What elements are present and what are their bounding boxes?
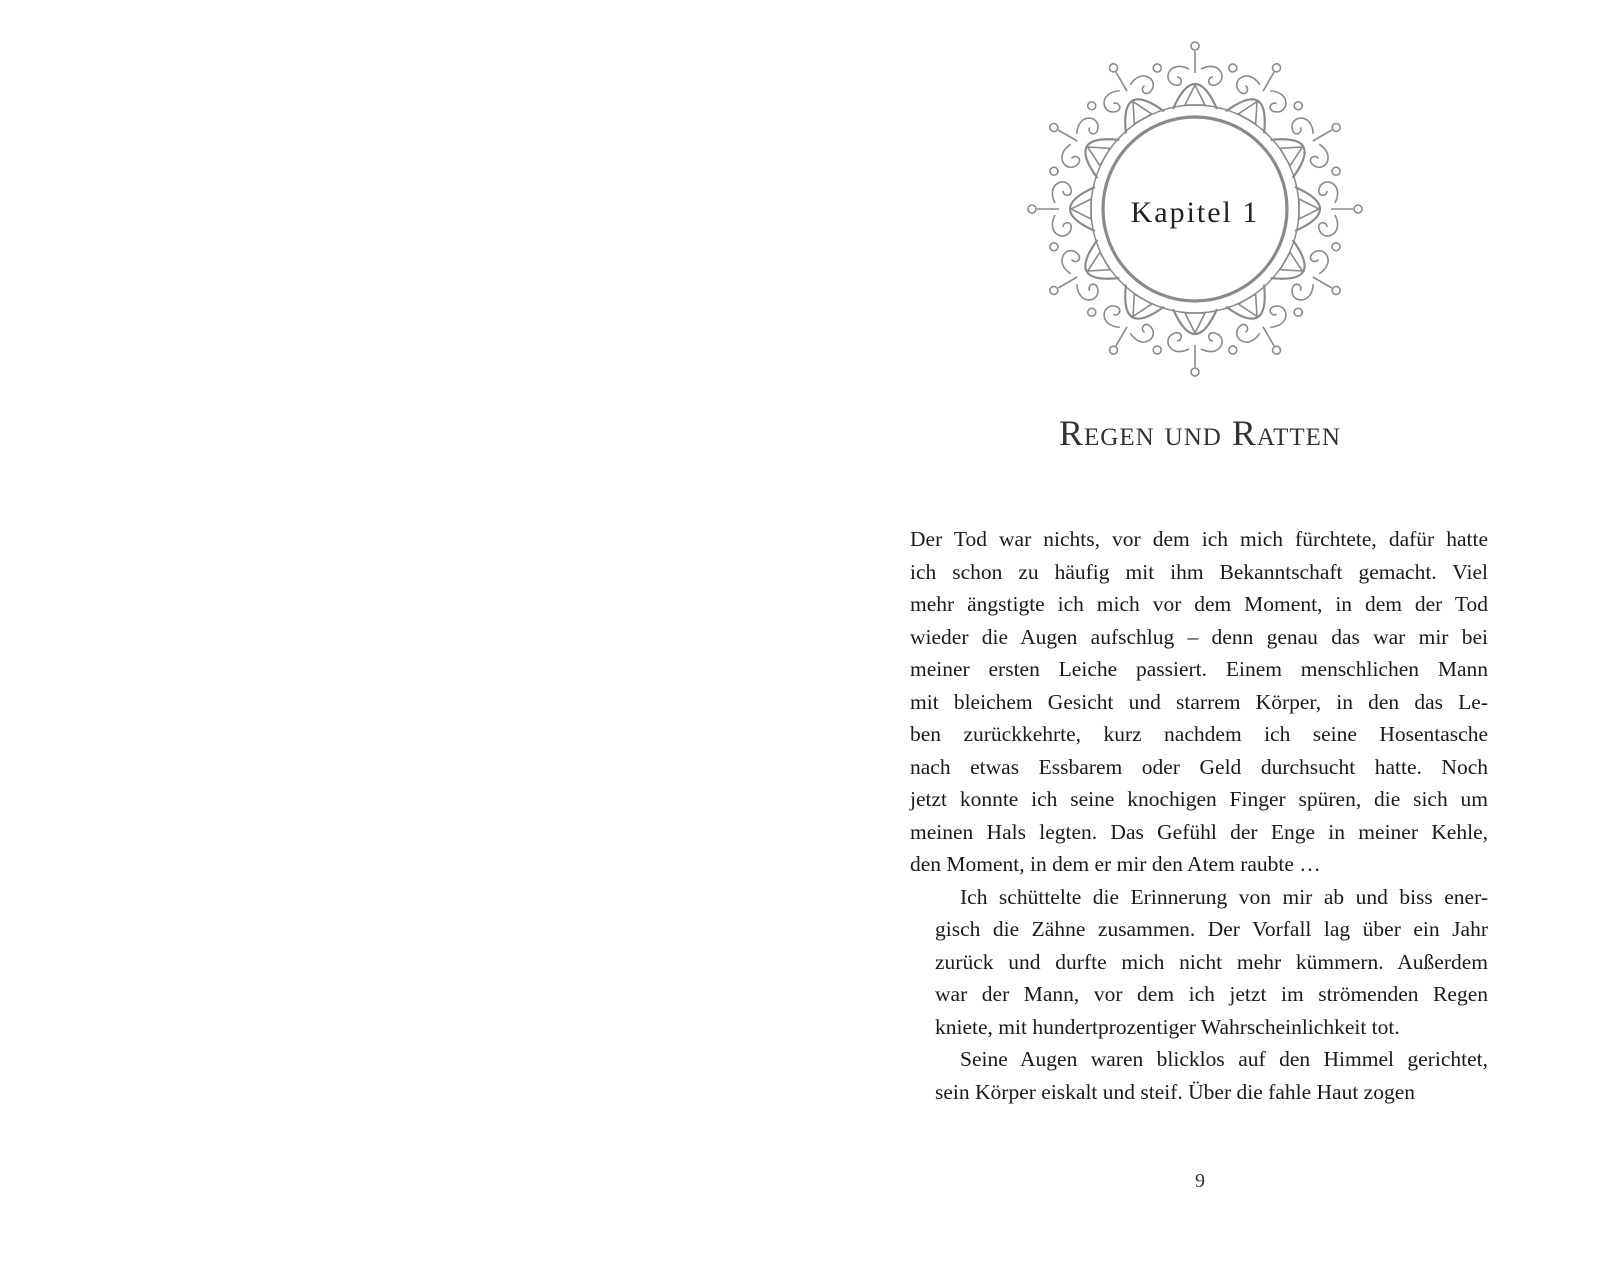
text-line: mehr ängstigte ich mich vor dem Moment, in dem der Tod — [910, 592, 1488, 616]
text-line: nach etwas Essbarem oder Geld durchsucht hatte. Noch — [910, 754, 1488, 779]
chapter-label: Kapitel 1 — [1130, 196, 1260, 229]
text-line: meiner ersten Leiche passiert. Einem menschlichen Mann — [910, 657, 1488, 681]
text-line: mit bleichem Gesicht und starrem Körper, in den das Le- — [910, 689, 1488, 714]
text-line: kniete, mit hundertprozentiger Wahrscheinlichkeit tot. — [935, 1014, 1400, 1039]
text-line: ich schon zu häufig mit ihm Bekanntschaft gemacht. Viel — [910, 559, 1488, 584]
paragraph — [910, 523, 1488, 881]
text-line: war der Mann, vor dem ich jetzt im strömenden Regen — [935, 982, 1488, 1006]
text-line: den Moment, in dem er mir den Atem raubte … — [910, 852, 1321, 876]
text-line: ben zurückkehrte, kurz nachdem ich seine Hosentasche — [910, 722, 1488, 746]
text-line: Ich schüttelte die Erinnerung von mir ab und biss ener- — [960, 884, 1488, 909]
text-line: sein Körper eiskalt und steif. Über die fahle Haut zogen — [935, 1079, 1416, 1104]
page-number: 9 — [1195, 1170, 1205, 1192]
text-line: zurück und durfte mich nicht mehr kümmern. Außerdem — [935, 949, 1488, 974]
text-line: wieder die Augen aufschlug – denn genau das war mir bei — [910, 624, 1488, 649]
chapter-title: Regen und Ratten — [1059, 413, 1341, 453]
text-line: meinen Hals legten. Das Gefühl der Enge in meiner Kehle, — [910, 819, 1488, 844]
text-line: jetzt konnte ich seine knochigen Finger spüren, die sich um — [910, 787, 1488, 811]
text-line: Der Tod war nichts, vor dem ich mich fürchtete, dafür hatte — [910, 527, 1488, 551]
paragraph — [910, 1043, 1488, 1108]
text-line: Seine Augen waren blicklos auf den Himmel gerichtet, — [960, 1047, 1488, 1071]
body-text — [910, 523, 1488, 1108]
paragraph — [910, 881, 1488, 1044]
text-line: gisch die Zähne zusammen. Der Vorfall lag über ein Jahr — [935, 917, 1488, 941]
